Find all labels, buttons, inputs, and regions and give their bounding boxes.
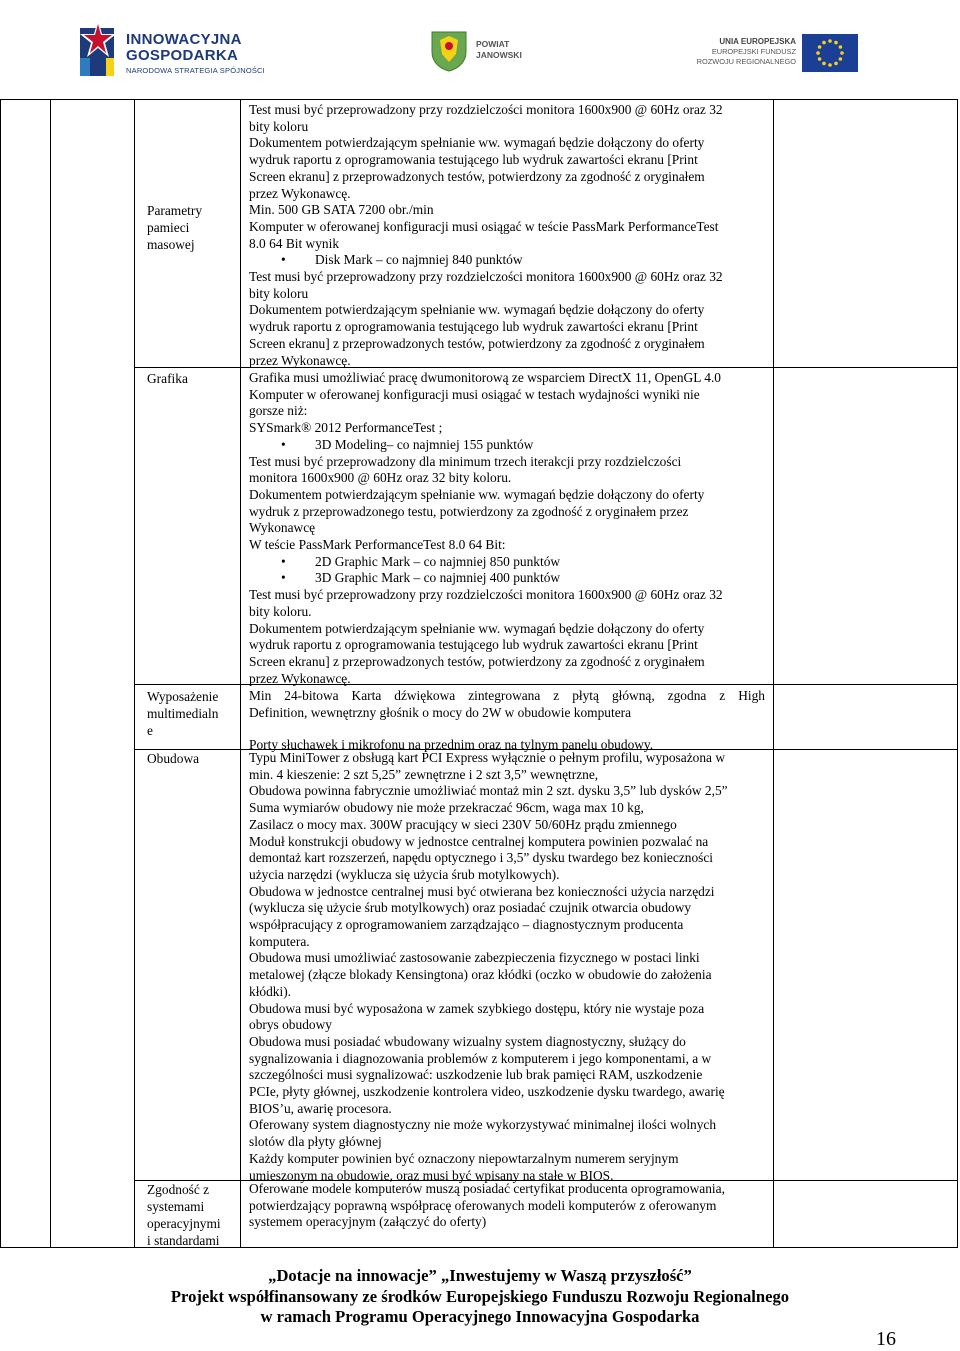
text-line: Screen ekranu] z przeprowadzonych testów, potwierdzony za zgodność z oryginałem: [249, 168, 705, 184]
text-line: sygnalizowania i diagnozowania problemów z komputerem i jego komponentami, a w: [249, 1050, 712, 1066]
text-line: Screen ekranu] z przeprowadzonych testów, potwierdzony za zgodność z oryginałem: [249, 335, 705, 351]
row-label-multimedia: Wyposażenie multimedialn e: [147, 689, 219, 738]
text-line: komputera.: [249, 933, 310, 949]
footer-program: w ramach Programu Operacyjnego Innowacyjna Gospodarka: [260, 1307, 700, 1326]
bullet-item: • 3D Graphic Mark – co najmniej 400 punktów: [249, 570, 765, 587]
row-content-pamiec: [249, 102, 765, 369]
eu-flag-icon: [802, 34, 858, 72]
table-col-border: [134, 99, 135, 1248]
text-line: kłódki).: [249, 983, 292, 999]
text-line: Dokumentem potwierdzającym spełnianie ww. wymagań będzie dołączony do oferty: [249, 620, 705, 636]
text-line: przez Wykonawcę.: [249, 670, 351, 686]
footer-slogan: „Dotacje na innowacje” „Inwestujemy w Waszą przyszłość”: [268, 1266, 692, 1285]
text-line: wydruk raportu z oprogramowania testującego lub wydruk zawartości ekranu [Print: [249, 152, 698, 168]
page-number: 16: [876, 1328, 896, 1350]
text-line: Obudowa musi umożliwiać zastosowanie zabezpieczenia fizycznego w postaci linki: [249, 950, 700, 966]
text-line: wydruk raportu z oprogramowania testującego lub wydruk zawartości ekranu [Print: [249, 319, 698, 335]
text-line: Test musi być przeprowadzony przy rozdzielczości monitora 1600x900 @ 60Hz oraz 32: [249, 269, 723, 285]
powiat-janowski-logo: [430, 30, 540, 76]
page-footer: [0, 1266, 960, 1328]
ig-logo-title: INNOWACYJNA GOSPODARKA: [126, 31, 242, 64]
text-line: (wyklucza się użycie śrub motylkowych) oraz posiadać czujnik otwarcia obudowy: [249, 900, 692, 916]
powiat-logo-text: POWIAT JANOWSKI: [476, 39, 522, 60]
text-line: PCIe, płyty głównej, uszkodzenie kontrolera video, uszkodzenie dysku twardego, awarię: [249, 1084, 725, 1100]
text-line: Dokumentem potwierdzającym spełnianie ww. wymagań będzie dołączony do oferty: [249, 135, 705, 151]
text-line: Dokumentem potwierdzającym spełnianie ww. wymagań będzie dołączony do oferty: [249, 302, 705, 318]
text-line: Definition, wewnętrzny głośnik o mocy do 2W w obudowie komputera: [249, 704, 632, 720]
text-line: Obudowa w jednostce centralnej musi być otwierana bez konieczności użycia narzędzi: [249, 883, 715, 899]
row-label-pamiec: Parametry pamieci masowej: [147, 203, 203, 252]
bullet-item: • 2D Graphic Mark – co najmniej 850 punktów: [249, 554, 765, 571]
row-separator: [773, 749, 957, 750]
table-col-border: [957, 99, 958, 1248]
text-line: współpracujący z oprogramowaniem zarządzająco – diagnostycznym producenta: [249, 917, 684, 933]
text-line: systemem operacyjnym (załączyć do oferty): [249, 1214, 487, 1230]
bullet-item: • Disk Mark – co najmniej 840 punktów: [249, 252, 765, 269]
text-line: min. 4 kieszenie: 2 szt 5,25” zewnętrzne i 2 szt 3,5” wewnętrzne,: [249, 766, 599, 782]
text-line: Dokumentem potwierdzającym spełnianie ww. wymagań będzie dołączony do oferty: [249, 486, 705, 502]
ig-star-mark-icon: [76, 18, 120, 78]
table-col-border: [50, 99, 51, 1248]
text-line: gorsze niż:: [249, 403, 308, 419]
text-line: umieszonym na obudowie, oraz musi być wpisany na stałe w BIOS.: [249, 1167, 614, 1183]
powiat-crest-icon: [430, 30, 468, 72]
text-line: SYSmark® 2012 PerformanceTest ;: [249, 420, 443, 436]
text-line: Test musi być przeprowadzony przy rozdzielczości monitora 1600x900 @ 60Hz oraz 32: [249, 587, 723, 603]
text-line: Min 24-bitowa Karta dźwiękowa zintegrowana z płytą główną, zgodna z High: [249, 688, 765, 703]
text-line: Komputer w oferowanej konfiguracji musi osiągać w testach wydajności wyniki nie: [249, 386, 700, 402]
text-line: Grafika musi umożliwiać pracę dwumonitorową ze wsparciem DirectX 11, OpenGL 4.0: [249, 370, 721, 385]
text-line: Zasilacz o mocy max. 300W pracujący w sieci 230V 50/60Hz prądu zmiennego: [249, 816, 677, 832]
text-line: Każdy komputer powinien być oznaczony niepowtarzalnym numerem seryjnym: [249, 1150, 679, 1166]
text-line: wydruk raportu z oprogramowania testującego lub wydruk zawartości ekranu [Print: [249, 637, 698, 653]
text-line: przez Wykonawcę.: [249, 185, 351, 201]
row-separator: [773, 367, 957, 368]
text-line: Screen ekranu] z przeprowadzonych testów, potwierdzony za zgodność z oryginałem: [249, 653, 705, 669]
text-line: demontaż kart rozszerzeń, napędu optycznego i 3,5” dysku twardego bez konieczności: [249, 850, 714, 866]
text-line: szczególności musi sygnalizować: uszkodzenie lub brak pamięci RAM, uszkodzenie: [249, 1067, 703, 1083]
text-line: Test musi być przeprowadzony dla minimum trzech iterakcji przy rozdzielczości: [249, 453, 682, 469]
row-content-zgodnosc: [249, 1181, 765, 1231]
row-separator: [773, 1180, 957, 1181]
text-line: Wykonawcę: [249, 520, 316, 536]
text-line: Typu MiniTower z obsługą kart PCI Express wyłącznie o pełnym profilu, wyposażona w: [249, 750, 725, 765]
text-line: metalowej (złącze blokady Kensingtona) oraz kłódki (oczko w obudowie do założenia: [249, 967, 712, 983]
text-line: Porty słuchawek i mikrofonu na przednim oraz na tylnym panelu obudowy.: [249, 737, 654, 753]
row-label-grafika: Grafika: [147, 371, 188, 386]
page-header: [0, 0, 960, 95]
bullet-item: • 3D Modeling– co najmniej 155 punktów: [249, 437, 765, 454]
text-line: Oferowany system diagnostyczny nie może wykorzystywać minimalnej ilości wolnych: [249, 1117, 717, 1133]
text-line: obrys obudowy: [249, 1017, 332, 1033]
row-content-grafika: [249, 370, 765, 687]
text-line: Min. 500 GB SATA 7200 obr./min: [249, 202, 434, 218]
text-line: użycia narzędzi (wyklucza się użycia śrub motylkowych).: [249, 866, 560, 882]
eu-logo-text: UNIA EUROPEJSKA EUROPEJSKI FUNDUSZ ROZWOJU REGIONALNEGO: [696, 37, 796, 66]
table-bottom-border: [0, 1247, 958, 1248]
table-col-border: [240, 99, 241, 1248]
text-line: Test musi być przeprowadzony przy rozdzielczości monitora 1600x900 @ 60Hz oraz 32: [249, 102, 723, 117]
eu-logo: [692, 34, 872, 74]
text-line: przez Wykonawcę.: [249, 352, 351, 368]
innowacyjna-gospodarka-logo: [76, 18, 276, 80]
text-line: slotów dla płyty głównej: [249, 1134, 382, 1150]
text-line: bity koloru.: [249, 603, 312, 619]
text-line: monitora 1600x900 @ 60Hz oraz 32 bity koloru.: [249, 470, 512, 486]
text-line: wydruk z przeprowadzonego testu, potwierdzony za zgodność z oryginałem przez: [249, 503, 689, 519]
text-line: BIOS’u, awarię procesora.: [249, 1100, 392, 1116]
text-line: Obudowa powinna fabrycznie umożliwiać montaż min 2 szt. dysku 3,5” lub dysków 2,5”: [249, 783, 728, 799]
row-content-obudowa: [249, 750, 765, 1184]
text-line: potwierdzający poprawną współpracę oferowanych modeli komputerów z oferowanym: [249, 1197, 717, 1213]
text-line: bity koloru: [249, 285, 309, 301]
text-line: Oferowane modele komputerów muszą posiadać certyfikat producenta oprogramowania,: [249, 1181, 725, 1196]
table-col-border: [773, 99, 774, 1248]
text-line: bity koloru: [249, 118, 309, 134]
text-line: Obudowa musi być wyposażona w zamek szybkiego dostępu, który nie wystaje poza: [249, 1000, 705, 1016]
row-label-obudowa: Obudowa: [147, 751, 200, 766]
text-line: Komputer w oferowanej konfiguracji musi osiągać w teście PassMark PerformanceTest: [249, 218, 719, 234]
table-col-border: [0, 99, 1, 1248]
text-line: Obudowa musi posiadać wbudowany wizualny system diagnostyczny, służący do: [249, 1033, 686, 1049]
table-top-border: [0, 99, 958, 100]
text-line: Suma wymiarów obudowy nie może przekraczać 96cm, waga max 10 kg,: [249, 800, 644, 816]
text-line: W teście PassMark PerformanceTest 8.0 64 Bit:: [249, 537, 506, 553]
text-line: 8.0 64 Bit wynik: [249, 235, 340, 251]
text-line: Moduł konstrukcji obudowy w jednostce centralnej komputera powinien pozwalać na: [249, 833, 709, 849]
row-content-multimedia: [249, 688, 765, 754]
ig-logo-subtitle: NARODOWA STRATEGIA SPÓJNOŚCI: [126, 66, 265, 75]
row-separator: [773, 684, 957, 685]
footer-cofinancing: Projekt współfinansowany ze środków Europejskiego Funduszu Rozwoju Regionalnego: [170, 1286, 790, 1306]
row-label-zgodnosc: Zgodność z systemami operacyjnymi i standardami: [147, 1182, 221, 1248]
